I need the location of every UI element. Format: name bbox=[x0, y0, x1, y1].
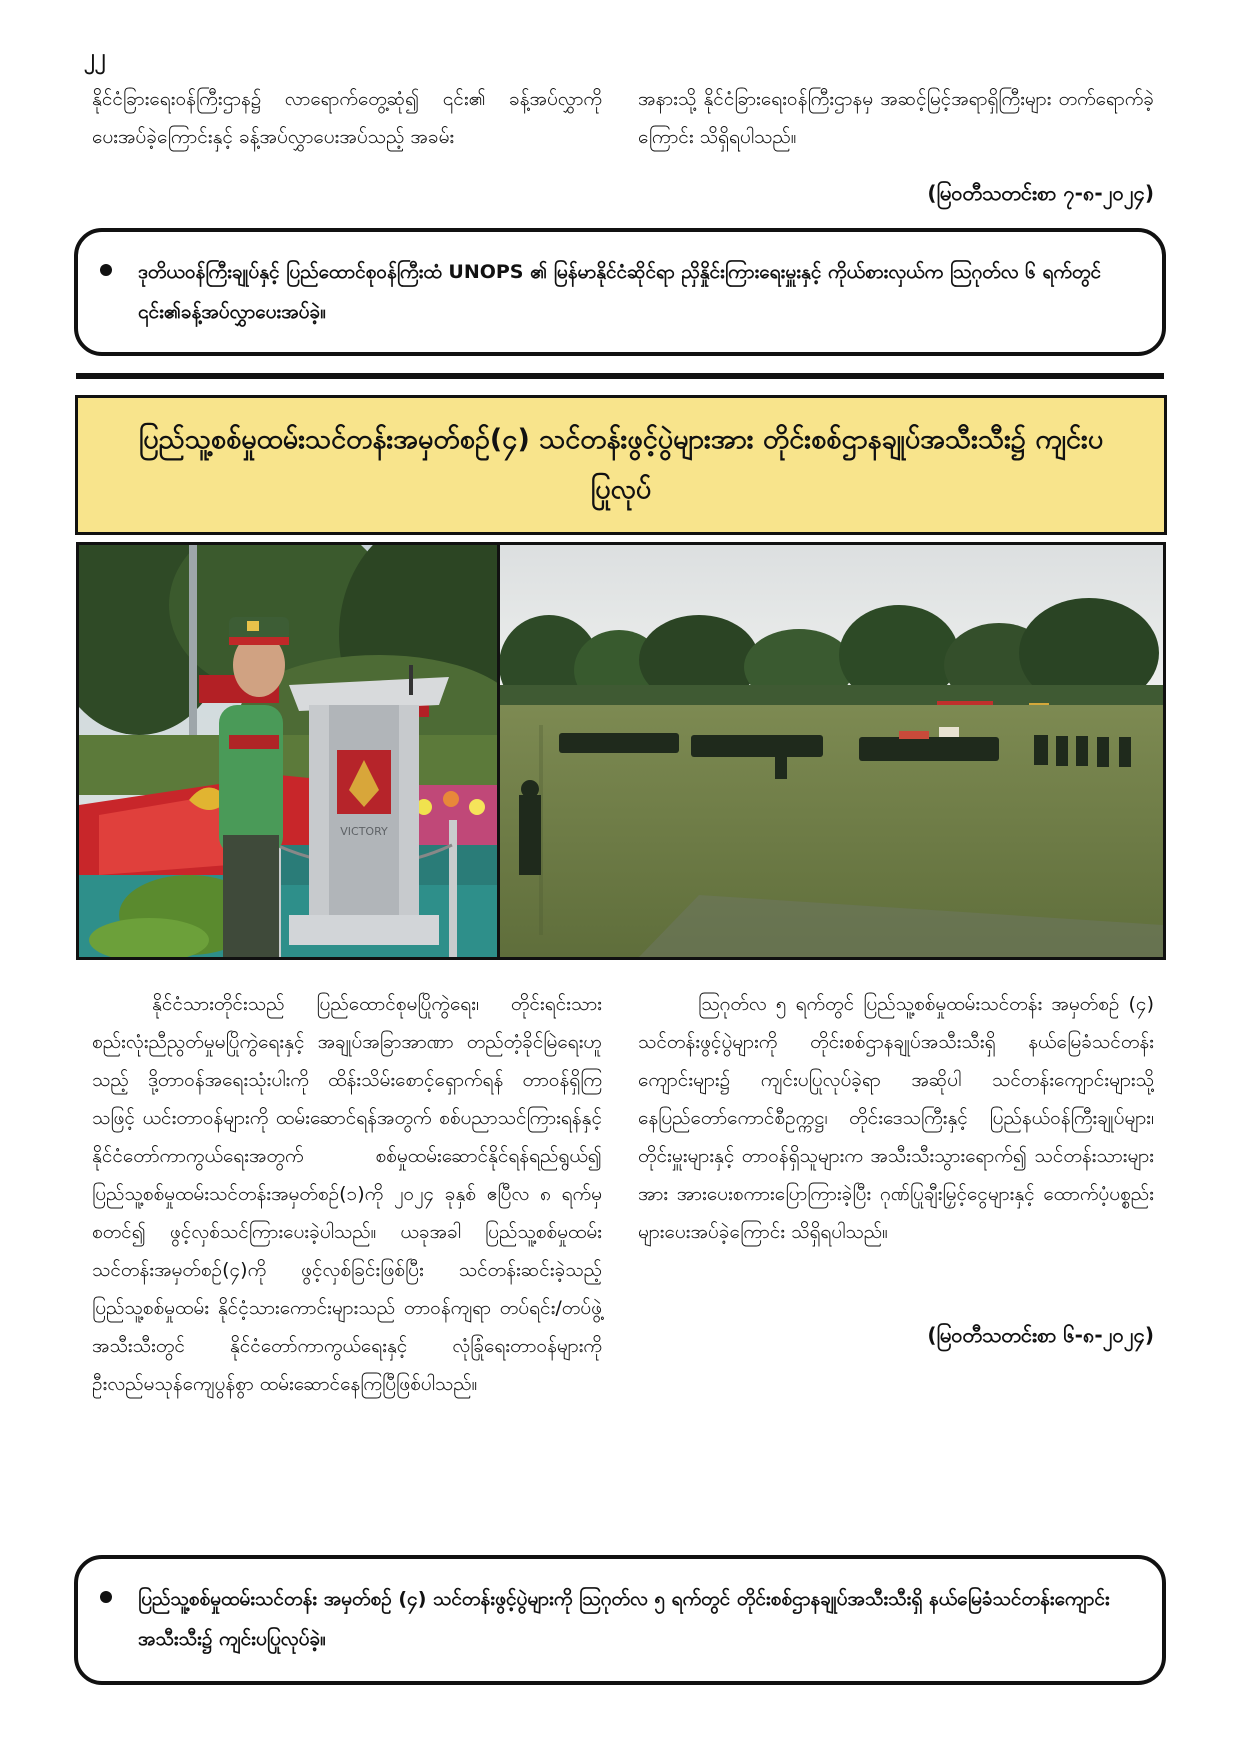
article-right-text: ဩဂုတ်လ ၅ ရက်တွင် ပြည်သူ့စစ်မှုထမ်းသင်တန်း အမှတ်စဉ် (၄) သင်တန်းဖွင့်ပွဲများကို တိုင်းစစ်ဌာနချုပ်အသီးသီးရှိ နယ်မြေခံသင်တန်းကျောင်းများ၌ ကျင်းပပြုလုပ်ခဲ့ရာ အဆိုပါ သင်တန်းကျောင်းများသို့ နေပြည်တော်ကောင်စီဥက္ကဋ္ဌ၊ တိုင်းဒေသကြီးနှင့် ပြည်နယ်ဝန်ကြီးချုပ်များ၊ တိုင်းမှူးများနှင့် တာဝန်ရှိသူများက အသီးသီးသွားရောက်၍ သင်တန်းသားများအား အားပေးစကားပြောကြားခဲ့ပြီး ဂုဏ်ပြုချီးမြှင့်ငွေများနှင့် ထောက်ပံ့ပစ္စည်းများပေးအပ်ခဲ့ကြောင်း သိရှိရပါသည်။ bbox=[638, 993, 1154, 1243]
top-article-right-column bbox=[638, 80, 1154, 156]
section-divider bbox=[76, 373, 1164, 379]
article-left-column bbox=[92, 985, 602, 1403]
photo-strip bbox=[76, 542, 1166, 960]
bullet-icon bbox=[100, 1591, 112, 1603]
article-source: (မြဝတီသတင်းစာ ၆-၈-၂၀၂၄) bbox=[927, 1323, 1154, 1347]
article-right-column bbox=[638, 985, 1154, 1251]
article-left-text: နိုင်ငံသားတိုင်းသည် ပြည်ထောင်စုမပြိုကွဲရေး၊ တိုင်းရင်းသားစည်းလုံးညီညွတ်မှုမပြိုကွဲရေးနှင့် အချုပ်အခြာအာဏာ တည်တံ့ခိုင်မြဲရေးဟူသည့် ဒို့တာဝန်အရေးသုံးပါးကို ထိန်းသိမ်းစောင့်ရှောက်ရန် တာဝန်ရှိကြသဖြင့် ယင်းတာဝန်များကို ထမ်းဆောင်ရန်အတွက် စစ်ပညာသင်ကြားရန်နှင့် နိုင်ငံတော်ကာကွယ်ရေးအတွက် စစ်မှုထမ်းဆောင်နိုင်ရန်ရည်ရွယ်၍ ပြည်သူ့စစ်မှုထမ်းသင်တန်းအမှတ်စဉ်(၁)ကို ၂၀၂၄ ခုနှစ် ဧပြီလ ၈ ရက်မှ စတင်၍ ဖွင့်လှစ်သင်ကြားပေးခဲ့ပါသည်။ ယခုအခါ ပြည်သူ့စစ်မှုထမ်းသင်တန်းအမှတ်စဉ်(၄)ကို ဖွင့်လှစ်ခြင်းဖြစ်ပြီး သင်တန်းဆင်းခဲ့သည့် ပြည်သူ့စစ်မှုထမ်း နိုင်ငံ့သားကောင်းများသည် တာဝန်ကျရာ တပ်ရင်း/တပ်ဖွဲ့အသီးသီးတွင် နိုင်ငံတော်ကာကွယ်ရေးနှင့် လုံခြုံရေးတာဝန်များကို ဦးလည်မသုန်ကျေပွန်စွာ ထမ်းဆောင်နေကြပြီဖြစ်ပါသည်။ bbox=[92, 993, 602, 1395]
section-title-box bbox=[75, 395, 1167, 535]
parade-ground-photo bbox=[499, 545, 1163, 957]
summary-box-2-text: ပြည်သူ့စစ်မှုထမ်းသင်တန်း အမှတ်စဉ် (၄) သင်တန်းဖွင့်ပွဲများကို ဩဂုတ်လ ၅ ရက်တွင် တိုင်းစစ်ဌာနချုပ်အသီးသီးရှိ နယ်မြေခံသင်တန်းကျောင်းအသီးသီး၌ ကျင်းပပြုလုပ်ခဲ့။ bbox=[138, 1588, 1110, 1650]
podium-emblem-label: VICTORY bbox=[340, 825, 388, 838]
top-article-left-text: နိုင်ငံခြားရေးဝန်ကြီးဌာန၌ လာရောက်တွေ့ဆုံ၍ ၎င်း၏ ခန့်အပ်လွှာကို ပေးအပ်ခဲ့ကြောင်းနှင့် ခန့်အပ်လွှာပေးအပ်သည့် အခမ်း bbox=[92, 88, 602, 148]
top-article-left-column bbox=[92, 80, 602, 156]
top-article-right-text: အနားသို့ နိုင်ငံခြားရေးဝန်ကြီးဌာနမှ အဆင့်မြင့်အရာရှိကြီးများ တက်ရောက်ခဲ့ကြောင်း သိရှိရပါသည်။ bbox=[638, 88, 1154, 148]
section-title: ပြည်သူ့စစ်မှုထမ်းသင်တန်းအမှတ်စဉ်(၄) သင်တန်းဖွင့်ပွဲများအား တိုင်းစစ်ဌာနချုပ်အသီးသီး၌ ကျင်းပပြုလုပ် bbox=[138, 424, 1104, 505]
summary-box-1-text: ဒုတိယဝန်ကြီးချုပ်နှင့် ပြည်ထောင်စုဝန်ကြီးထံ UNOPS ၏ မြန်မာနိုင်ငံဆိုင်ရာ ညှိနှိုင်းကြားရေးမှူးနှင့် ကိုယ်စားလှယ်က ဩဂုတ်လ ၆ ရက်တွင် ၎င်း၏ခန့်အပ်လွှာပေးအပ်ခဲ့။ bbox=[138, 261, 1101, 323]
photo-strip-illustration bbox=[79, 545, 1163, 957]
bullet-icon bbox=[100, 264, 112, 276]
officer-speech-photo bbox=[79, 545, 539, 957]
summary-box-1 bbox=[74, 228, 1166, 356]
page-number: ၂၂ bbox=[84, 45, 106, 70]
summary-box-2 bbox=[74, 1555, 1166, 1685]
top-article-source: (မြဝတီသတင်းစာ ၇-၈-၂၀၂၄) bbox=[927, 181, 1154, 205]
